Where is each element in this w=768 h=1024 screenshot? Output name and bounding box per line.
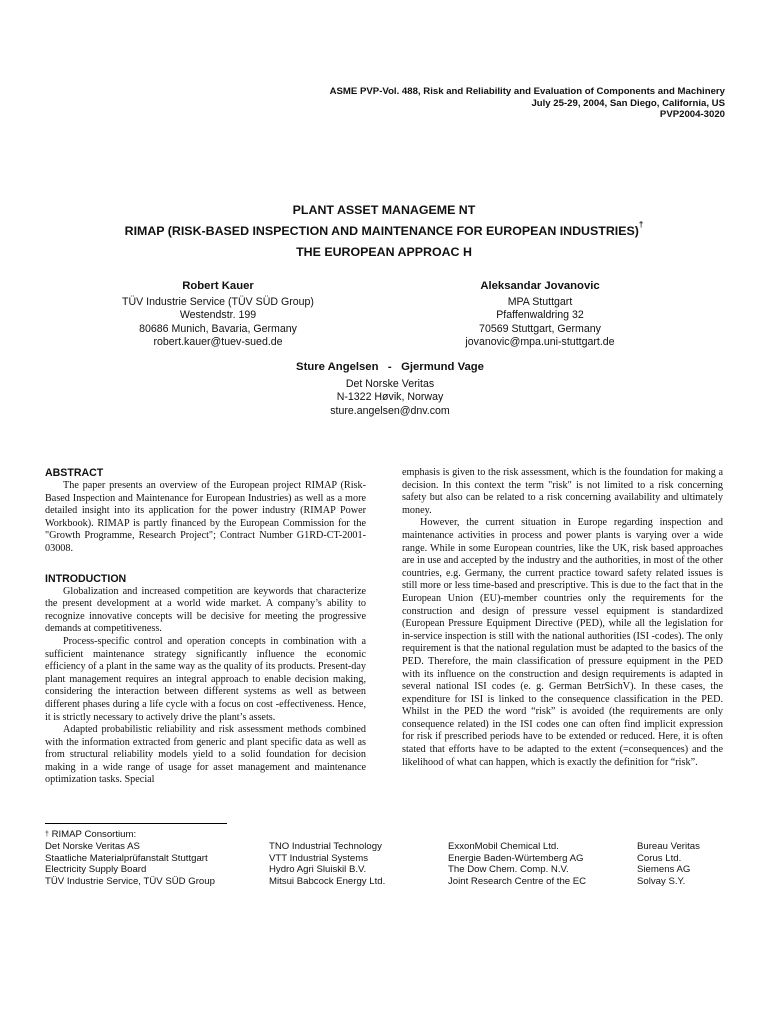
- author-block-angelsen-vage: [180, 361, 600, 418]
- title-line-2-text: RIMAP (RISK-BASED INSPECTION AND MAINTENANCE FOR EUROPEAN INDUSTRIES): [124, 224, 639, 238]
- consortium-member: Det Norske Veritas AS: [45, 841, 140, 852]
- author-city: N-1322 Høvik, Norway: [336, 391, 444, 404]
- author-email: sture.angelsen@dnv.com: [330, 404, 450, 417]
- body-paragraph-continued: emphasis is given to the risk assessment, which is the foundation for making a decision. In this context the term "risk" is not limited to a risk concerning safety but also can be related to a risk concerning availability and ultimately money.: [402, 467, 723, 516]
- consortium-member: The Dow Chem. Comp. N.V.: [448, 864, 569, 875]
- footnote-title: [45, 829, 136, 840]
- author-email: robert.kauer@tuev-sued.de: [153, 336, 283, 349]
- left-column: [45, 467, 366, 787]
- introduction-paragraph-2: Process-specific control and operation concepts in combination with a sufficient maintenance strategy significantly influence the economic efficiency of a plant in the same way as the quality of its products. Present-day plant management requires an integral approach to enable decision making, considering the interaction between different systems as well as between different phases during a life cycle with a focus on cost -effectiveness. Hence, it is strictly necessary to actively drive the plant’s assets.: [45, 635, 366, 723]
- author-email: jovanovic@mpa.uni-stuttgart.de: [465, 336, 615, 349]
- introduction-paragraph-1: Globalization and increased competition are keywords that characterize the present development at a world wide market. A company’s ability to recognize innovative concepts will be decisive for meeting the progressive demands at competitiveness.: [45, 585, 366, 635]
- author-block-kauer: [83, 280, 353, 350]
- footnote-rule: [45, 823, 227, 824]
- consortium-member: TNO Industrial Technology: [269, 841, 382, 852]
- right-column: [402, 467, 723, 769]
- author-name: Robert Kauer: [182, 280, 254, 292]
- consortium-member: Bureau Veritas: [637, 841, 700, 852]
- conference-date-location: July 25-29, 2004, San Diego, California, US: [531, 97, 725, 109]
- consortium-column-1: [45, 841, 215, 887]
- author-street: Westendstr. 199: [179, 309, 257, 322]
- author-block-jovanovic: [390, 280, 690, 350]
- abstract-heading: ABSTRACT: [45, 467, 104, 479]
- consortium-member: Joint Research Centre of the EC: [448, 875, 587, 887]
- consortium-member: Corus Ltd.: [637, 852, 682, 864]
- conference-name: ASME PVP-Vol. 488, Risk and Reliability and Evaluation of Components and Machinery: [329, 86, 725, 97]
- consortium-member: TÜV Industrie Service, TÜV SÜD Group: [45, 875, 215, 887]
- author-street: Pfaffenwaldring 32: [496, 309, 584, 322]
- consortium-member: Staatliche Materialprüfanstalt Stuttgart: [45, 852, 208, 864]
- consortium-member: Energie Baden-Würtemberg AG: [448, 852, 584, 864]
- consortium-column-2: [269, 841, 385, 887]
- footnote-dagger: †: [45, 831, 49, 838]
- conference-header: [330, 86, 725, 121]
- footnote-title-text: RIMAP Consortium:: [48, 829, 137, 840]
- author-affiliation: MPA Stuttgart: [507, 295, 573, 308]
- body-paragraph-europe-situation: However, the current situation in Europe regarding inspection and maintenance activities in process and power plants is varying over a wide range. While in some European countries, like the UK, risk based approaches are in use and accepted by the industry and the authorities, in most of the other countries, e.g. Germany, the current practice toward safety related issues is still more or less time-based and prescriptive. This is due to the fact that in the European Union (EU)-member countries only the requirements for the construction and design of pressure vessel equipment is standardized (European Pressure Equipment Directive (PED), while all the legislation for in-service inspection is still with the national authorities (ISI -codes). The only requirement is that the national regulation must be adapted to the basics of the PED. Therefore, the main classification of pressure equipment in the PED with its influence on the construction and design requirements is adapted in several national ISI codes (e. g. German BetrSichV). In these cases, the expenditure for ISI is linked to the consequence classification in the PED. Whilst in the PED the word “risk” is avoided (the requirements are only consequence related) in the ISI codes one can often find implicit expression for risk if prescribed periods have to be extended or reduced. Here, it is often stated that efforts have to be adapted to the extent (=consequences) and the likelihood of what can happen, which is exactly the definition for “risk”.: [402, 517, 723, 768]
- title-line-2: [0, 221, 768, 242]
- consortium-member: Mitsui Babcock Energy Ltd.: [269, 875, 386, 887]
- author-city: 80686 Munich, Bavaria, Germany: [139, 322, 297, 335]
- consortium-member: Siemens AG: [637, 864, 691, 875]
- abstract-text: The paper presents an overview of the European project RIMAP (Risk-Based Inspection and Maintenance for European Industries) as well as a more detailed insight into its application for the power industry (RIMAP Power Workbook). RIMAP is partly financed by the European Commission for the "Growth Programme, Research Project"; Contract Number G1RD-CT-2001-03008.: [45, 480, 366, 554]
- introduction-paragraph-3: Adapted probabilistic reliability and risk assessment methods combined with the information extracted from generic and plant specific data as well as from structural reliability models yield to a solid foundation for decision making in a wide range of usage for asset management and maintenance optimization tasks. Special: [45, 724, 366, 786]
- consortium-column-4: [637, 841, 700, 887]
- title-line-1: PLANT ASSET MANAGEME NT: [292, 203, 476, 217]
- consortium-member: ExxonMobil Chemical Ltd.: [448, 841, 559, 852]
- author-name: Aleksandar Jovanovic: [480, 280, 600, 292]
- consortium-member: Solvay S.Y.: [637, 875, 686, 887]
- introduction-heading: INTRODUCTION: [45, 572, 127, 585]
- paper-title: [0, 200, 768, 263]
- consortium-column-3: [448, 841, 586, 887]
- consortium-member: VTT Industrial Systems: [269, 852, 368, 864]
- author-names: Sture Angelsen - Gjermund Vage: [296, 361, 484, 373]
- title-line-3: THE EUROPEAN APPROAC H: [296, 245, 472, 259]
- dagger-footnote-marker: †: [638, 220, 644, 229]
- author-affiliation: Det Norske Veritas: [345, 377, 435, 390]
- author-affiliation: TÜV Industrie Service (TÜV SÜD Group): [122, 295, 314, 308]
- author-city: 70569 Stuttgart, Germany: [479, 322, 601, 335]
- consortium-member: Hydro Agri Sluiskil B.V.: [269, 864, 367, 875]
- paper-number: PVP2004-3020: [659, 109, 725, 120]
- consortium-member: Electricity Supply Board: [45, 864, 147, 875]
